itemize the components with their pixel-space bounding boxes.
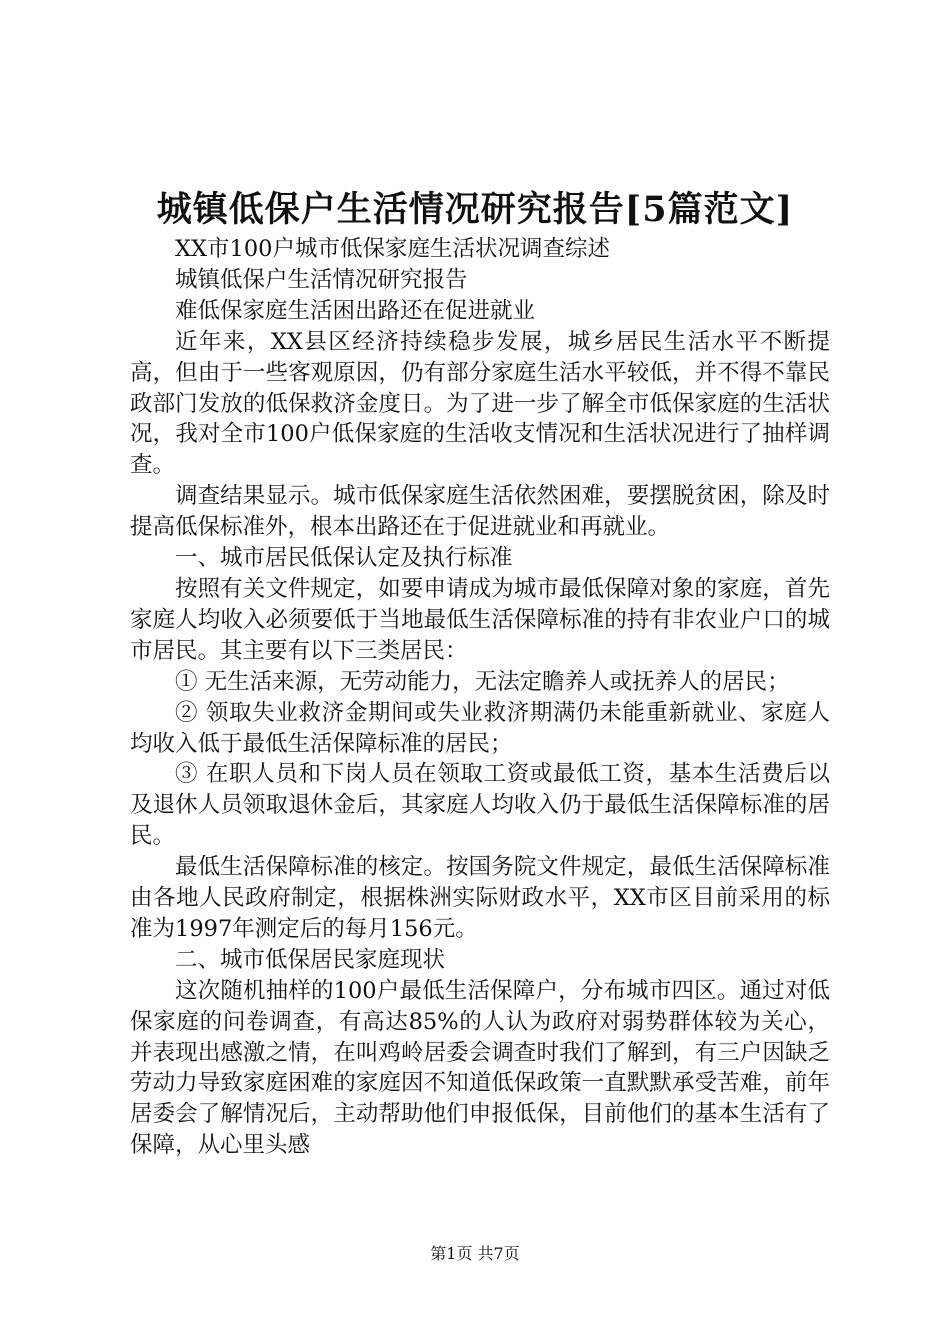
list-item-2: ② 领取失业救济金期间或失业救济期满仍未能重新就业、家庭人均收入低于最低生活保障标准的居民； — [130, 699, 830, 757]
body-paragraph-status: 这次随机抽样的100户最低生活保障户，分布城市四区。通过对低保家庭的问卷调查，有高达85%的人认为政府对弱势群体较为关心，并表现出感激之情，在叫鸡岭居委会调查时我们了解到，有三户因缺乏劳动力导致家庭困难的家庭因不知道低保政策一直默默承受苦难，前年居委会了解情况后，主动帮助他们申报低保，目前他们的基本生活有了保障，从心里头感 — [130, 977, 830, 1159]
subtitle-paragraph-2: 城镇低保户生活情况研究报告 — [175, 266, 468, 293]
body-paragraph-findings: 调查结果显示。城市低保家庭生活依然困难，要摆脱贫困，除及时提高低保标准外，根本出路还在于促进就业和再就业。 — [130, 483, 830, 541]
section-heading-2: 二、城市低保居民家庭现状 — [175, 946, 446, 973]
section-heading-1: 一、城市居民低保认定及执行标准 — [175, 545, 513, 572]
body-paragraph-standard: 最低生活保障标准的核定。按国务院文件规定，最低生活保障标准由各地人民政府制定，根据株洲实际财政水平，XX市区目前采用的标准为1997年测定后的每月156元。 — [130, 854, 830, 942]
body-paragraph-intro: 近年来，XX县区经济持续稳步发展，城乡居民生活水平不断提高，但由于一些客观原因，仍有部分家庭生活水平较低，并不得不靠民政部门发放的低保救济金度日。为了进一步了解全市低保家庭的生活状况，我对全市100户低保家庭的生活收支情况和生活状况进行了抽样调查。 — [130, 328, 830, 479]
subtitle-paragraph-3: 难低保家庭生活困出路还在促进就业 — [175, 297, 536, 324]
document-body — [130, 234, 830, 1161]
body-paragraph-criteria: 按照有关文件规定，如要申请成为城市最低保障对象的家庭，首先家庭人均收入必须要低于当地最低生活保障标准的持有非农业户口的城市居民。其主要有以下三类居民： — [130, 575, 830, 664]
list-item-1: ① 无生活来源，无劳动能力，无法定瞻养人或抚养人的居民； — [175, 668, 790, 695]
list-item-3: ③ 在职人员和下岗人员在领取工资或最低工资，基本生活费后以及退休人员领取退休金后，其家庭人均收入仍于最低生活保障标准的居民。 — [130, 761, 830, 850]
page-number-footer: 第1页 共7页 — [430, 1244, 520, 1263]
document-title: 城镇低保户生活情况研究报告[5篇范文] — [156, 189, 794, 230]
subtitle-paragraph-1: XX市100户城市低保家庭生活状况调查综述 — [175, 236, 610, 262]
